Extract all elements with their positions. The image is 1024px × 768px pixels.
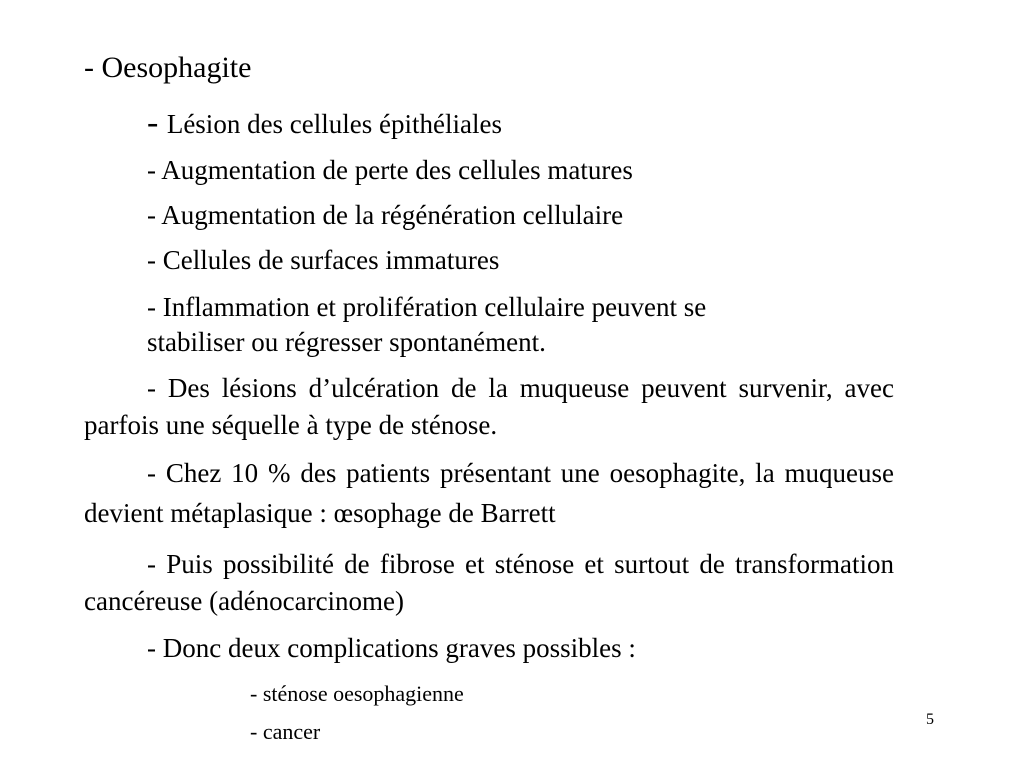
- paragraph-ulceration: - Des lésions d’ulcération de la muqueuse peuvent survenir, avec parfois une séquelle à type de sténose.: [84, 373, 894, 440]
- item-lesion-dash: -: [147, 104, 167, 141]
- item-cellules-immatures: - Cellules de surfaces immatures: [147, 245, 500, 275]
- paragraph-fibrose: - Puis possibilité de fibrose et sténose et surtout de transformation cancéreuse (adénocarcinome): [84, 549, 894, 616]
- item-inflammation-line-1: - Inflammation et prolifération cellulaire peuvent se: [147, 292, 707, 322]
- complication-stenose: - sténose oesophagienne: [250, 681, 464, 706]
- item-augmentation-perte: - Augmentation de perte des cellules matures: [147, 155, 633, 185]
- slide-title: - Oesophagite: [84, 51, 252, 84]
- page-number: 5: [926, 711, 934, 728]
- item-lesion: [147, 106, 502, 141]
- paragraph-complications: - Donc deux complications graves possibles :: [147, 633, 636, 663]
- item-lesion-text: Lésion des cellules épithéliales: [166, 109, 502, 139]
- item-inflammation-line-2: stabiliser ou régresser spontanément.: [147, 327, 546, 357]
- item-augmentation-regeneration: - Augmentation de la régénération cellulaire: [147, 200, 624, 230]
- paragraph-barrett: - Chez 10 % des patients présentant une oesophagite, la muqueuse devient métaplasique : œsophage de Barrett: [84, 458, 894, 528]
- complication-cancer: - cancer: [250, 719, 321, 744]
